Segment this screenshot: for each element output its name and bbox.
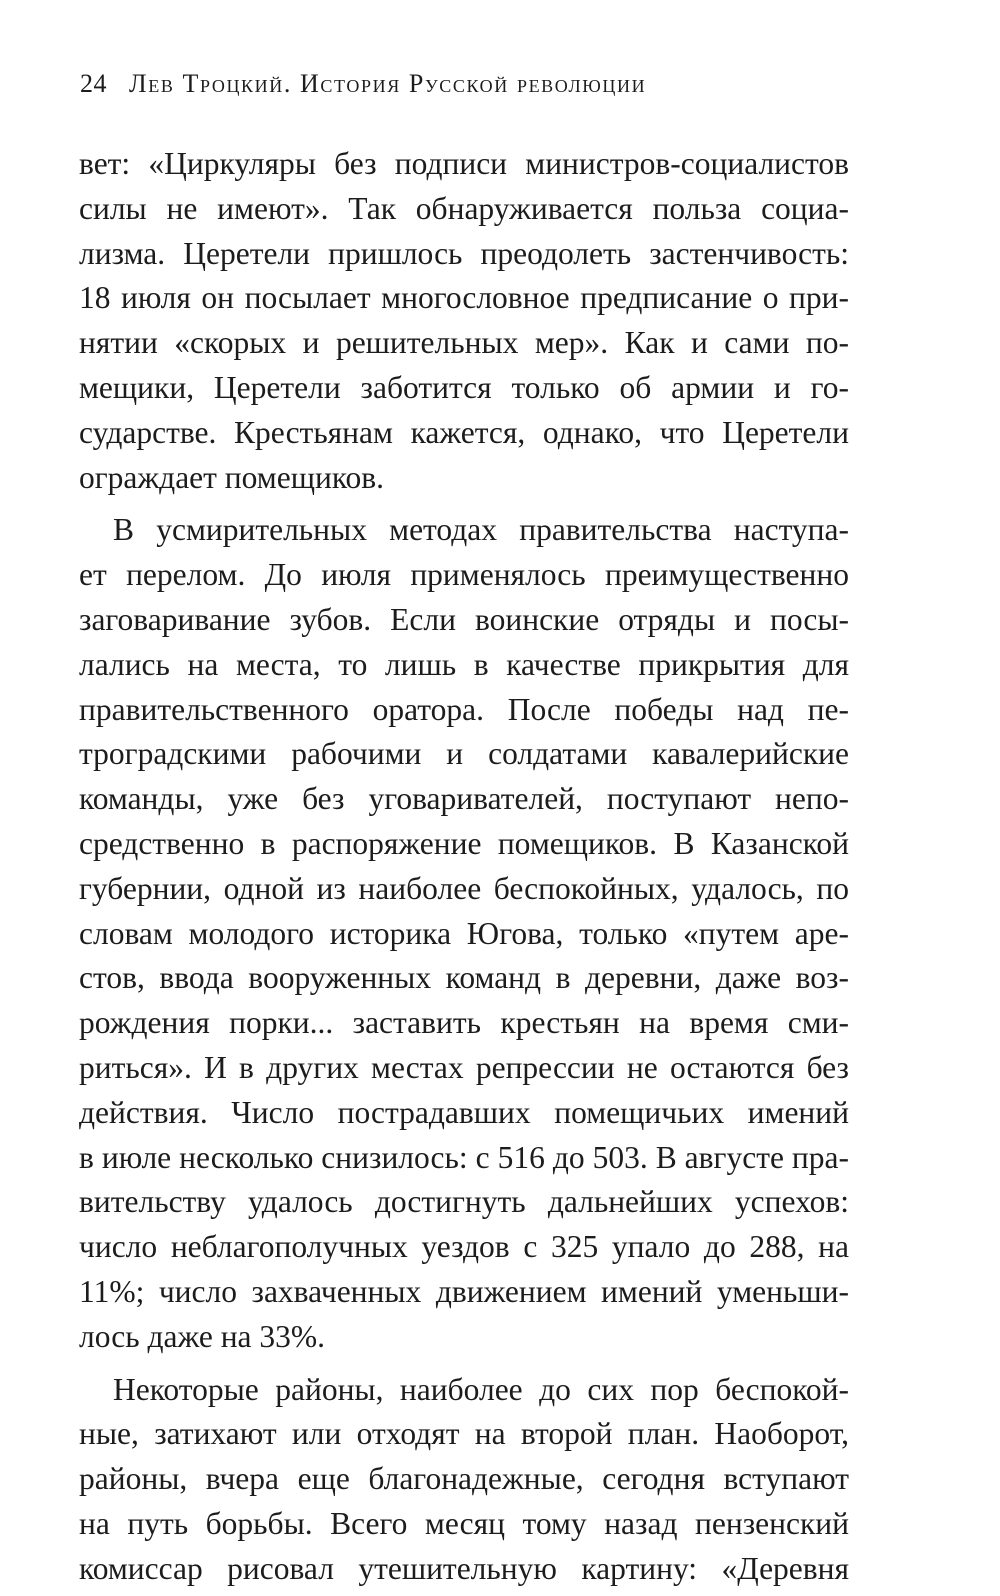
text-line: нятии «скорых и решительных мер». Как и сами по- bbox=[79, 325, 849, 361]
text-line: команды, уже без уговаривателей, поступают непо- bbox=[79, 781, 849, 817]
text-line: заговаривание зубов. Если воинские отряды и посы- bbox=[79, 601, 849, 637]
text-line: лизма. Церетели пришлось преодолеть застенчивость: bbox=[79, 235, 849, 271]
page-number: 24 bbox=[80, 69, 107, 98]
text-line: на путь борьбы. Всего месяц тому назад пензенский bbox=[79, 1505, 849, 1541]
text-line: рождения порки... заставить крестьян на время сми- bbox=[79, 1005, 849, 1041]
text-line: средственно в распоряжение помещиков. В Казанской bbox=[79, 825, 849, 861]
text-line: ет перелом. До июля применялось преимущественно bbox=[79, 557, 849, 593]
text-line: силы не имеют». Так обнаруживается польза социа- bbox=[79, 190, 849, 226]
text-line: троградскими рабочими и солдатами кавалерийские bbox=[79, 736, 849, 772]
text-line: действия. Число пострадавших помещичьих имений bbox=[79, 1094, 849, 1130]
text-line: в июле несколько снизилось: с 516 до 503. В августе пра- bbox=[79, 1139, 849, 1175]
text-line: риться». И в других местах репрессии не остаются без bbox=[79, 1049, 849, 1085]
text-line: вет: «Циркуляры без подписи министров-социалистов bbox=[79, 146, 849, 181]
text-line: 11%; число захваченных движением имений уменьши- bbox=[79, 1273, 849, 1309]
text-line: словам молодого историка Югова, только «путем аре- bbox=[79, 915, 849, 951]
text-line: 18 июля он посылает многословное предписание о при- bbox=[79, 280, 849, 316]
text-line: губернии, одной из наиболее беспокойных, удалось, по bbox=[79, 870, 849, 906]
text-line: мещики, Церетели заботится только об армии и го- bbox=[79, 369, 849, 405]
body-text bbox=[79, 142, 849, 1592]
text-line: вительству удалось достигнуть дальнейших успехов: bbox=[79, 1184, 849, 1220]
text-line: сударстве. Крестьянам кажется, однако, что Церетели bbox=[79, 414, 849, 450]
text-line: ные, затихают или отходят на второй план. Наоборот, bbox=[79, 1416, 849, 1452]
text-line: комиссар рисовал утешительную картину: «Деревня bbox=[79, 1550, 849, 1586]
text-line: стов, ввода вооруженных команд в деревни, даже воз- bbox=[79, 960, 849, 996]
text-line: Некоторые районы, наиболее до сих пор беспокой- bbox=[113, 1371, 849, 1407]
running-head bbox=[80, 66, 880, 102]
text-line: лось даже на 33%. bbox=[79, 1318, 326, 1354]
text-line: В усмирительных методах правительства наступа- bbox=[113, 512, 849, 548]
text-line: лались на места, то лишь в качестве прикрытия для bbox=[79, 646, 849, 682]
text-line: число неблагополучных уездов с 325 упало до 288, на bbox=[79, 1229, 849, 1265]
text-line: правительственного оратора. После победы над пе- bbox=[79, 691, 849, 727]
text-line: районы, вчера еще благонадежные, сегодня вступают bbox=[79, 1461, 849, 1497]
running-head-title: Лев Троцкий. История Русской революции bbox=[129, 69, 647, 98]
text-line: ограждает помещиков. bbox=[79, 459, 385, 495]
